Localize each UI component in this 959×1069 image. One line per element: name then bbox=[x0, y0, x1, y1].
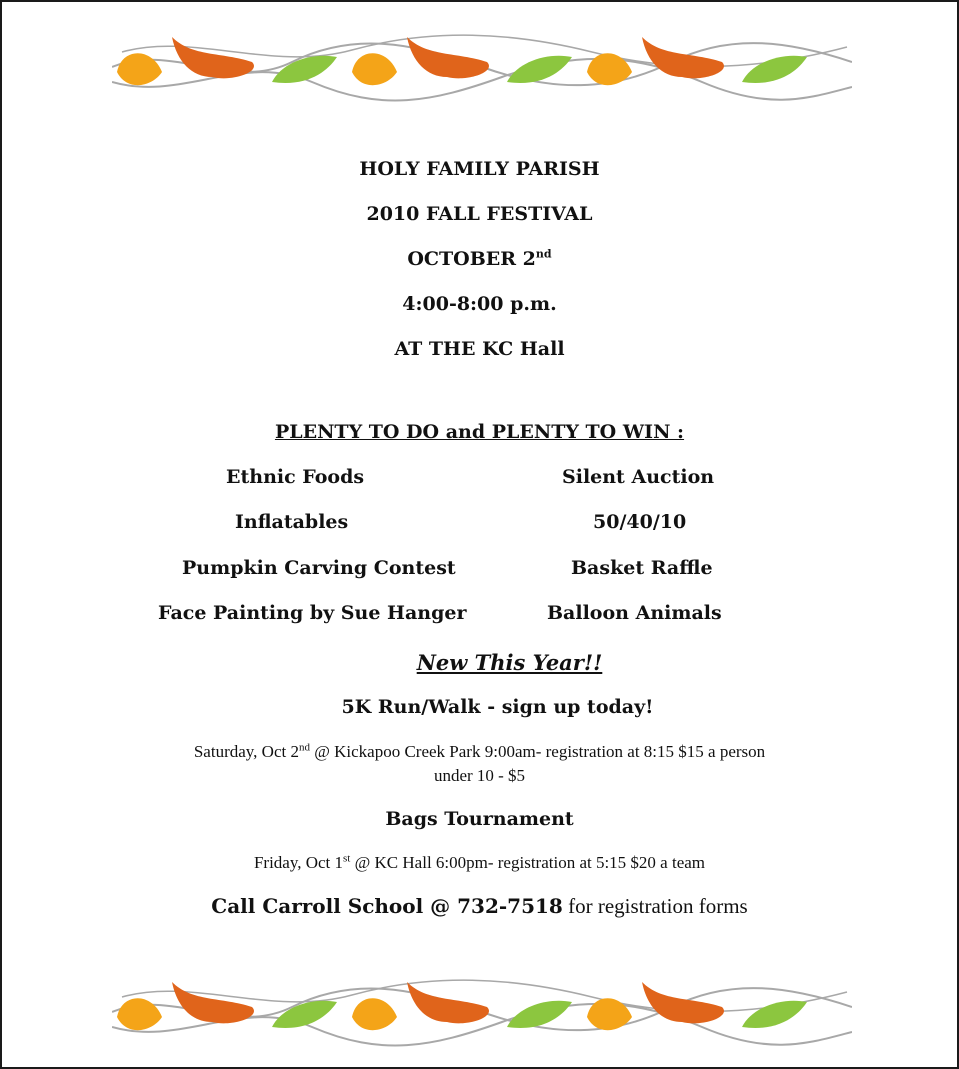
bags-date-ordinal: st bbox=[343, 852, 351, 865]
orange-leaf-icon bbox=[407, 982, 489, 1023]
festival-date bbox=[2, 248, 957, 270]
run-date-ordinal: nd bbox=[298, 741, 310, 754]
bags-tournament-details bbox=[2, 853, 957, 873]
run-walk-details-line2: under 10 - $5 bbox=[433, 766, 526, 785]
yellow-leaf-icon bbox=[352, 998, 397, 1030]
green-leaf-icon bbox=[742, 1001, 807, 1028]
call-forms-text: for registration forms bbox=[562, 894, 748, 918]
orange-leaf-icon bbox=[642, 37, 724, 78]
activity-left-3: Pumpkin Carving Contest bbox=[182, 557, 456, 579]
run-walk-title: 5K Run/Walk - sign up today! bbox=[341, 696, 654, 718]
run-details: @ Kickapoo Creek Park 9:00am- registration at 8:15 $15 a person bbox=[309, 742, 766, 761]
bags-details: @ KC Hall 6:00pm- registration at 5:15 $20 a team bbox=[350, 853, 706, 872]
call-phone: Call Carroll School @ 732-7518 bbox=[211, 894, 563, 918]
date-ordinal: nd bbox=[535, 247, 552, 261]
autumn-leaf-border-bottom bbox=[112, 977, 852, 1047]
festival-location: AT THE KC Hall bbox=[394, 338, 565, 360]
orange-leaf-icon bbox=[642, 982, 724, 1023]
festival-title: 2010 FALL FESTIVAL bbox=[366, 203, 593, 225]
yellow-leaf-icon bbox=[117, 53, 162, 85]
orange-leaf-icon bbox=[172, 982, 254, 1023]
yellow-leaf-icon bbox=[352, 53, 397, 85]
orange-leaf-icon bbox=[172, 37, 254, 78]
activity-left-4: Face Painting by Sue Hanger bbox=[158, 602, 467, 624]
orange-leaf-icon bbox=[407, 37, 489, 78]
parish-name: HOLY FAMILY PARISH bbox=[359, 158, 600, 180]
green-leaf-icon bbox=[507, 1001, 572, 1028]
call-to-action bbox=[2, 894, 957, 919]
activity-right-3: Basket Raffle bbox=[571, 557, 713, 579]
new-this-year-heading: New This Year!! bbox=[416, 650, 603, 675]
yellow-leaf-icon bbox=[117, 998, 162, 1030]
activities-heading: PLENTY TO DO and PLENTY TO WIN : bbox=[274, 421, 685, 443]
leaf-border-group bbox=[112, 980, 852, 1045]
leaf-border-group bbox=[112, 35, 852, 100]
green-leaf-icon bbox=[742, 56, 807, 83]
activity-left-1: Ethnic Foods bbox=[226, 466, 365, 488]
bags-date: Friday, Oct 1 bbox=[253, 853, 344, 872]
date-text: OCTOBER 2 bbox=[407, 248, 536, 270]
run-walk-details-line1 bbox=[2, 742, 957, 762]
festival-time: 4:00-8:00 p.m. bbox=[402, 293, 557, 315]
green-leaf-icon bbox=[272, 56, 337, 83]
autumn-leaf-border-top bbox=[112, 32, 852, 102]
activity-right-2: 50/40/10 bbox=[593, 511, 687, 533]
activity-right-1: Silent Auction bbox=[562, 466, 715, 488]
activity-left-2: Inflatables bbox=[235, 511, 349, 533]
green-leaf-icon bbox=[272, 1001, 337, 1028]
green-leaf-icon bbox=[507, 56, 572, 83]
activity-right-4: Balloon Animals bbox=[547, 602, 722, 624]
bags-tournament-title: Bags Tournament bbox=[385, 808, 574, 830]
run-date: Saturday, Oct 2 bbox=[193, 742, 299, 761]
